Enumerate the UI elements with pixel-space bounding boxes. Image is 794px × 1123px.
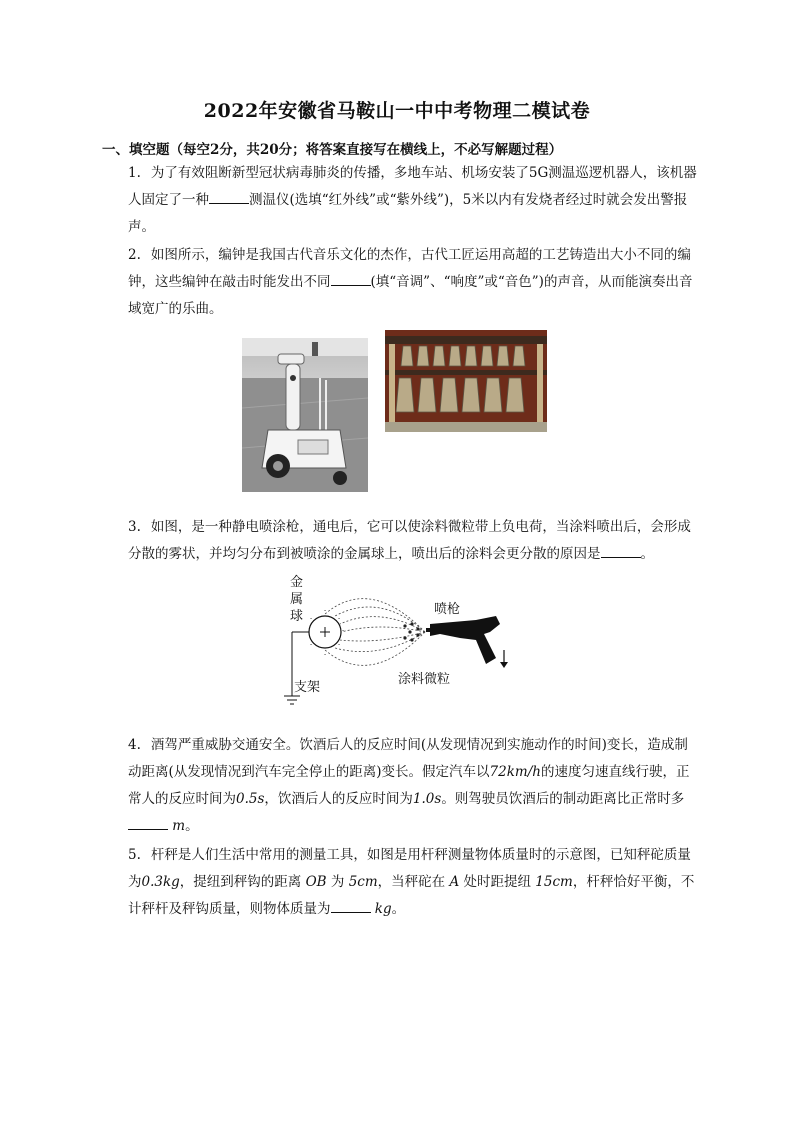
svg-text:-: - <box>310 641 313 648</box>
unit-kg: kg <box>374 901 392 917</box>
svg-text:-: - <box>338 641 341 648</box>
question-1 <box>128 160 698 241</box>
label-spray-gun: 喷枪 <box>434 602 461 617</box>
question-text: ，提纽到秤钩的距离 <box>179 874 302 890</box>
question-4 <box>128 732 698 840</box>
question-number: 5. <box>128 847 141 863</box>
svg-text:-: - <box>338 615 341 622</box>
question-text: ，杆秤恰好平衡，不计秤杆及秤钩质量，则物体质量为 <box>128 874 695 917</box>
math-ob: OB <box>305 874 327 890</box>
question-3 <box>128 514 698 568</box>
math-time-drunk: 1.0s <box>412 791 442 807</box>
question-number: 3. <box>128 519 141 535</box>
question-number: 1. <box>128 165 141 181</box>
svg-text:-: - <box>324 651 327 658</box>
math-mass: 0.3kg <box>141 874 180 890</box>
unit-meter: m <box>172 818 186 834</box>
question-text: 。则驾驶员饮酒后的制动距离比正常时多 <box>441 791 685 807</box>
question-text: 处时距提纽 <box>463 874 531 890</box>
page-title: 2022年安徽省马鞍山一中中考物理二模试卷 <box>203 100 591 122</box>
label-paint-particles: 涂料微粒 <box>398 672 451 687</box>
question-text: 为了有效阻断新型冠状病毒肺炎的传播，多地车站、机场安装了5G测温巡逻机器人，该机器人固定了一种 <box>128 165 697 208</box>
question-text: ，饮酒后人的反应时间为 <box>264 791 413 807</box>
question-5 <box>128 842 698 923</box>
math-speed: 72km/h <box>489 764 541 780</box>
question-text: ，当秤砣在 <box>377 874 446 890</box>
label-metal-ball: 金属球 <box>290 575 304 624</box>
question-text: 。 <box>640 546 654 562</box>
math-distance-a: 15cm <box>535 874 573 890</box>
answer-blank[interactable] <box>601 543 641 558</box>
label-stand: 支架 <box>294 680 321 695</box>
svg-text:-: - <box>342 627 345 634</box>
bianzhong-photo <box>385 330 547 432</box>
svg-text:-: - <box>310 615 313 622</box>
math-distance-ob: 5cm <box>348 874 378 890</box>
question-text: 如图所示，编钟是我国古代音乐文化的杰作，古代工匠运用高超的工艺铸造出大小不同的编钟，这些编钟在敲击时能发出不同 <box>128 247 691 290</box>
answer-blank[interactable] <box>209 189 249 204</box>
question-text: 。 <box>185 818 199 834</box>
question-number: 2. <box>128 247 141 263</box>
question-text: (填“音调”、“响度”或“音色”)的声音，从而能演奏出音域宽广的乐曲。 <box>128 274 693 317</box>
answer-blank[interactable] <box>331 898 371 913</box>
answer-blank[interactable] <box>331 271 371 286</box>
math-point-a: A <box>449 874 460 890</box>
question-text: 。 <box>391 901 406 917</box>
robot-photo <box>242 338 368 492</box>
section-header: 一、填空题（每空2分，共20分；将答案直接写在横线上，不必写解题过程） <box>102 142 563 158</box>
question-text: 的速度匀速直线行驶，正常人的反应时间为 <box>128 764 690 807</box>
question-text: 测温仪(选填“红外线”或“紫外线”)，5米以内有发烧者经过时就会发出警报声。 <box>128 192 688 235</box>
math-time-normal: 0.5s <box>236 791 265 807</box>
question-text: 为 <box>330 874 345 890</box>
question-text: 杆秤是人们生活中常用的测量工具，如图是用杆秤测量物体质量时的示意图，已知秤砣质量为 <box>128 847 691 890</box>
question-number: 4. <box>128 737 141 753</box>
svg-text:-: - <box>324 607 327 614</box>
question-2 <box>128 242 698 323</box>
answer-blank[interactable] <box>128 815 168 830</box>
spray-gun-diagram <box>280 572 520 712</box>
question-text: 如图，是一种静电喷涂枪，通电后，它可以使涂料微粒带上负电荷，当涂料喷出后，会形成分散的雾状，并均匀分布到被喷涂的金属球上，喷出后的涂料会更分散的原因是 <box>128 519 691 562</box>
question-text: 酒驾严重威胁交通安全。饮酒后人的反应时间(从发现情况到实施动作的时间)变长，造成制动距离(从发现情况到汽车完全停止的距离)变长。假定汽车以 <box>128 737 688 780</box>
